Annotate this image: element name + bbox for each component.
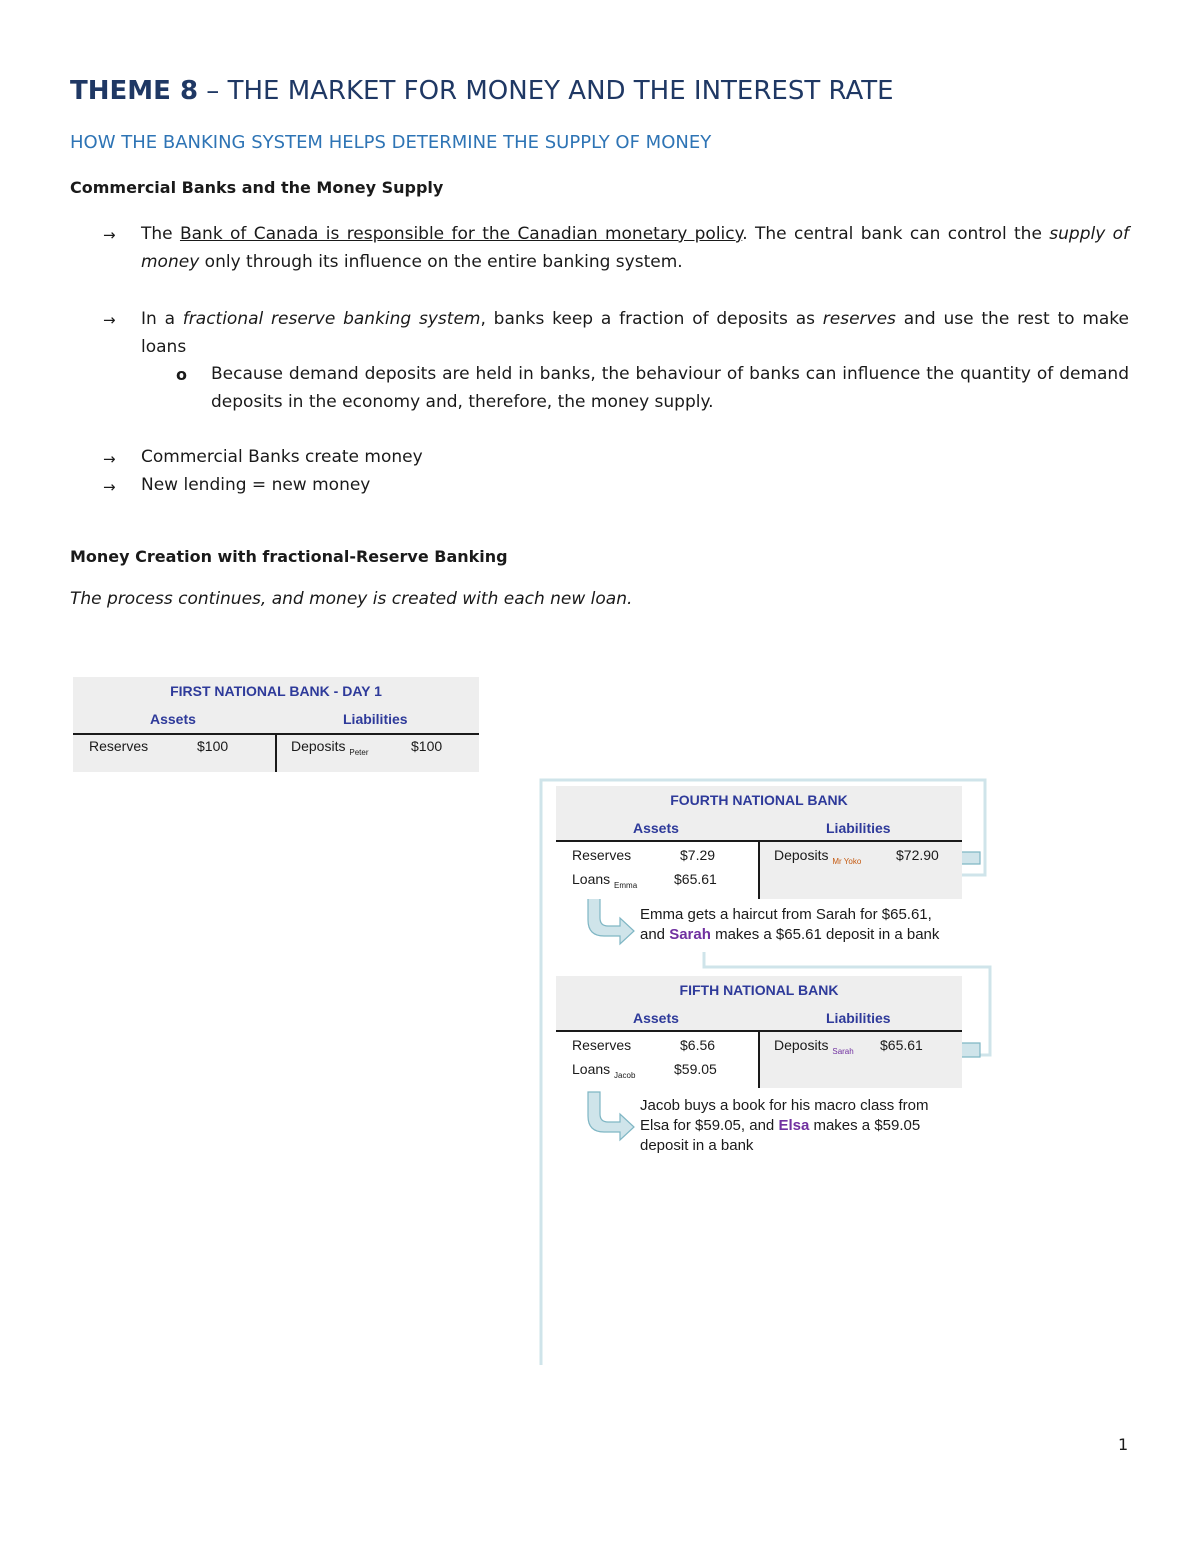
sub-bullet-icon: o [176, 365, 187, 384]
deposits-label [774, 1037, 854, 1056]
reserves-value: $100 [197, 738, 229, 754]
text-fragment: Elsa for $59.05, and [640, 1117, 779, 1134]
caption-emma-haircut [640, 905, 980, 945]
italic-term: fractional reserve banking system [182, 309, 481, 329]
text-fragment: makes a $59.05 [809, 1117, 921, 1134]
italic-statement: The process continues, and money is created with each new loan. [70, 589, 633, 609]
deposits-label [291, 738, 368, 757]
curved-arrow-icon [588, 898, 634, 944]
highlighted-name: Sarah [669, 926, 711, 943]
deposits-value: $65.61 [880, 1037, 923, 1053]
reserves-label: Reserves [89, 738, 149, 754]
text-fragment: and [640, 926, 670, 943]
curved-arrow-icon [588, 1092, 634, 1140]
text-fragment: and use the rest to make loans [141, 309, 1129, 357]
borrower-name: Jacob [614, 1071, 636, 1080]
page-subtitle: HOW THE BANKING SYSTEM HELPS DETERMINE THE SUPPLY OF MONEY [70, 132, 712, 153]
liabilities-header: Liabilities [826, 1010, 891, 1026]
t-account-fifth-national [556, 976, 962, 1088]
italic-term: reserves [822, 309, 896, 329]
assets-header: Assets [633, 1010, 679, 1026]
section-heading-money-creation: Money Creation with fractional-Reserve Banking [70, 547, 508, 566]
reserves-label: Reserves [572, 1037, 632, 1053]
caption-line: Emma gets a haircut from Sarah for $65.61, [640, 906, 932, 923]
t-account-title: FIRST NATIONAL BANK - DAY 1 [170, 683, 382, 699]
caption-line: Jacob buys a book for his macro class from [640, 1097, 929, 1114]
t-account-title: FOURTH NATIONAL BANK [670, 792, 848, 808]
bullet-arrow-icon: → [103, 478, 116, 496]
liabilities-header: Liabilities [826, 820, 891, 836]
depositor-name: Mr Yoko [832, 857, 862, 866]
loans-label [572, 871, 637, 890]
loans-value: $59.05 [674, 1061, 717, 1077]
text-fragment: The [141, 224, 180, 244]
bullet-arrow-icon: → [103, 311, 116, 329]
deposits-text: Deposits [291, 738, 346, 754]
section-heading-commercial-banks: Commercial Banks and the Money Supply [70, 178, 444, 197]
reserves-value: $7.29 [680, 847, 716, 863]
depositor-name: Sarah [832, 1047, 854, 1056]
deposits-text: Deposits [774, 847, 829, 863]
t-account-divider [758, 1030, 760, 1088]
deposits-value: $72.90 [896, 847, 939, 863]
bullet-arrow-icon: → [103, 226, 116, 244]
t-account-title: FIFTH NATIONAL BANK [679, 982, 839, 998]
text-fragment: . The central bank can control the [742, 224, 1050, 244]
underlined-statement: Bank of Canada is responsible for the Canadian monetary policy [179, 224, 743, 244]
reserves-label: Reserves [572, 847, 632, 863]
borrower-name: Emma [614, 881, 638, 890]
page-number: 1 [1118, 1435, 1129, 1454]
liabilities-header: Liabilities [343, 711, 408, 727]
deposits-label [774, 847, 861, 866]
text-fragment: , banks keep a fraction of deposits as [480, 309, 823, 329]
theme-title: – THE MARKET FOR MONEY AND THE INTEREST RATE [198, 76, 894, 106]
bullet-arrow-icon: → [103, 450, 116, 468]
loans-text: Loans [572, 1061, 611, 1077]
caption-line [640, 1116, 980, 1136]
text-fragment: In a [141, 309, 183, 329]
text-fragment: only through its influence on the entire banking system. [199, 252, 683, 272]
loans-label [572, 1061, 635, 1080]
theme-label: THEME 8 [70, 76, 199, 106]
reserves-value: $6.56 [680, 1037, 716, 1053]
caption-jacob-book [640, 1096, 980, 1156]
bullet-new-lending: New lending = new money [141, 475, 371, 495]
t-account-fourth-national [556, 786, 962, 899]
loans-text: Loans [572, 871, 611, 887]
caption-line: deposit in a bank [640, 1137, 754, 1154]
deposits-value: $100 [411, 738, 443, 754]
caption-line [640, 925, 980, 945]
assets-header: Assets [150, 711, 196, 727]
t-account-first-national [73, 677, 479, 772]
deposits-text: Deposits [774, 1037, 829, 1053]
depositor-name: Peter [349, 748, 369, 757]
italic-term: supply of money [141, 224, 1129, 272]
assets-header: Assets [633, 820, 679, 836]
sub-bullet-demand-deposits: Because demand deposits are held in banks, the behaviour of banks can influence the quantity of demand deposits in the economy and, therefore, the money supply. [211, 364, 1129, 412]
t-account-divider [758, 840, 760, 899]
loans-value: $65.61 [674, 871, 717, 887]
bullet-commercial-banks: Commercial Banks create money [141, 447, 423, 467]
t-account-divider [275, 733, 277, 772]
highlighted-name: Elsa [778, 1117, 810, 1134]
text-fragment: makes a $65.61 deposit in a bank [710, 926, 940, 943]
